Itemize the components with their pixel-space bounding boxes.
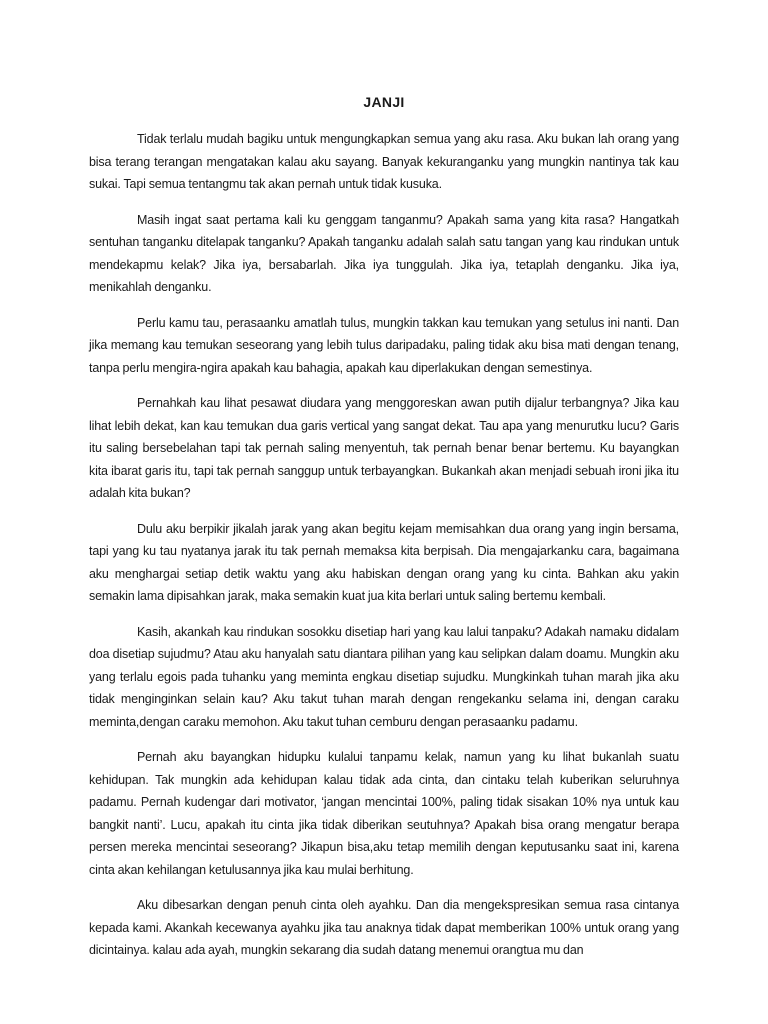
paragraph-1: Tidak terlalu mudah bagiku untuk mengungkapkan semua yang aku rasa. Aku bukan lah orang yang bisa terang terangan mengatakan kalau aku sayang. Banyak kekuranganku yang mungkin nantinya tak kau sukai. Tapi semua tentangmu tak akan pernah untuk tidak kusuka. (89, 132, 679, 191)
paragraph-7: Pernah aku bayangkan hidupku kulalui tanpamu kelak, namun yang ku lihat bukanlah suatu kehidupan. Tak mungkin ada kehidupan kalau tidak ada cinta, dan cintaku telah kuberikan seluruhnya padamu. Pernah kudengar dari motivator, ‘jangan mencintai 100%, paling tidak sisakan 10% nya untuk kau bangkit nanti’. Lucu, apakah itu cinta jika tidak diberikan seutuhnya? Apakah bisa orang mengatur berapa persen mereka mencintai seseorang? Jikapun bisa,aku tetap memilih dengan keputusanku saat ini, karena cinta akan kehilangan ketulusannya jika kau mulai berhitung. (89, 750, 679, 877)
paragraph-4: Pernahkah kau lihat pesawat diudara yang menggoreskan awan putih dijalur terbangnya? Jika kau lihat lebih dekat, kan kau temukan dua garis vertical yang sangat dekat. Tau apa yang menurutku lucu? Garis itu saling bersebelahan tapi tak pernah saling menyentuh, tak pernah benar benar bertemu. Ku bayangkan kita ibarat garis itu, tapi tak pernah sanggup untuk terbayangkan. Bukankah akan menjadi sebuah ironi jika itu adalah kita bukan? (89, 396, 679, 500)
paragraph-3: Perlu kamu tau, perasaanku amatlah tulus, mungkin takkan kau temukan yang setulus ini nanti. Dan jika memang kau temukan seseorang yang lebih tulus daripadaku, paling tidak aku bisa mati dengan tenang, tanpa perlu mengira-ngira apakah kau bahagia, apakah kau diperlakukan dengan semestinya. (89, 315, 679, 375)
paragraph-6: Kasih, akankah kau rindukan sosokku disetiap hari yang kau lalui tanpaku? Adakah namaku didalam doa disetiap sujudmu? Atau aku hanyalah satu diantara pilihan yang kau selipkan dalam doamu. Mungkin aku yang terlalu egois pada tuhanku yang meminta engkau disetiap sujudku. Mungkinkah tuhan marah jika aku tidak menginginkan selain kau? Aku takut tuhan marah dengan rengekanku selama ini, dengan caraku meminta,dengan caraku memohon. Aku takut tuhan cemburu dengan perasaanku padamu. (89, 624, 679, 729)
document-body (89, 128, 679, 975)
paragraph-5: Dulu aku berpikir jikalah jarak yang akan begitu kejam memisahkan dua orang yang ingin bersama, tapi yang ku tau nyatanya jarak itu tak pernah memaksa kita berpisah. Dia mengajarkanku cara, bagaimana aku menghargai setiap detik waktu yang aku habiskan dengan orang yang ku cinta. Bahkan aku yakin semakin lama dipisahkan jarak, maka semakin kuat jua kita berlari untuk saling bertemu kembali. (89, 521, 679, 603)
document-title: JANJI (363, 94, 405, 110)
paragraph-2: Masih ingat saat pertama kali ku genggam tanganmu? Apakah sama yang kita rasa? Hangatkah sentuhan tanganku ditelapak tanganku? Apakah tanganku adalah salah satu tangan yang kau rindukan untuk mendekapmu kelak? Jika iya, bersabarlah. Jika iya tunggulah. Jika iya, tetaplah denganku. Jika iya, menikahlah denganku. (89, 212, 679, 294)
paragraph-8: Aku dibesarkan dengan penuh cinta oleh ayahku. Dan dia mengekspresikan semua rasa cintanya kepada kami. Akankah kecewanya ayahku jika tau anaknya tidak dapat memberikan 100% untuk orang yang dicintainya. kalau ada ayah, mungkin sekarang dia sudah datang menemui orangtua mu dan (89, 898, 679, 957)
